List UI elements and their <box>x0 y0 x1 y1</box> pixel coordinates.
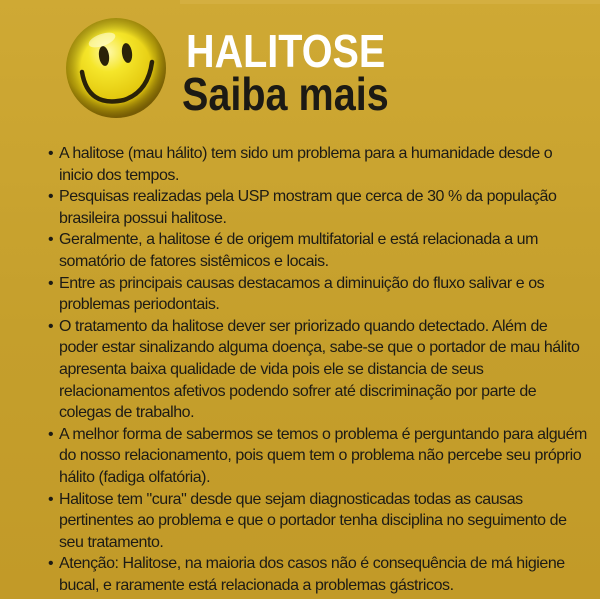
bullet-icon: • <box>48 490 54 508</box>
bullet-icon: • <box>48 425 54 443</box>
bullet-icon: • <box>48 188 54 206</box>
list-item-text: Pesquisas realizadas pela USP mostram que cerca de 30 % da população brasileira possui halitose. <box>59 188 557 227</box>
info-list <box>48 143 588 596</box>
bullet-icon: • <box>48 555 54 573</box>
list-item-text: A melhor forma de sabermos se temos o problema é perguntando para alguém do nosso relacionamento, pois quem tem o problema não percebe seu próprio hálito (fadiga olfatória). <box>59 425 587 486</box>
list-item-text: Entre as principais causas destacamos a diminuição do fluxo salivar e os problemas periodontais. <box>59 274 545 314</box>
list-item <box>48 553 588 596</box>
list-item <box>48 229 588 272</box>
list-item-text: A halitose (mau hálito) tem sido um problema para a humanidade desde o inicio dos tempos. <box>59 145 553 184</box>
bullet-icon: • <box>48 145 54 162</box>
bullet-icon: • <box>48 231 54 249</box>
page-title: HALITOSE <box>186 25 386 77</box>
list-item <box>48 316 588 424</box>
bullet-icon: • <box>48 274 54 292</box>
list-item-text: Halitose tem "cura" desde que sejam diagnosticadas todas as causas pertinentes ao problema e que o portador tenha disciplina no seguimento de seu tratamento. <box>59 490 567 551</box>
smiley-face-icon <box>64 16 168 120</box>
list-item-text: Geralmente, a halitose é de origem multifatorial e está relacionada a um somatório de fatores sistêmicos e locais. <box>59 231 538 270</box>
list-item <box>48 273 588 316</box>
bullet-icon: • <box>48 317 54 335</box>
list-item <box>48 186 588 229</box>
list-item <box>48 143 588 186</box>
page-subtitle: Saiba mais <box>182 68 389 120</box>
list-item-text: Atenção: Halitose, na maioria dos casos não é consequência de má higiene bucal, e raramente está relacionada a problemas gástricos. <box>59 555 565 594</box>
list-item <box>48 424 588 489</box>
list-item <box>48 489 588 554</box>
top-highlight-strip <box>180 0 600 4</box>
list-item-text: O tratamento da halitose dever ser priorizado quando detectado. Além de poder estar sinalizando alguma doença, sabe-se que o portador de mau hálito apresenta baixa qualidade de vida pois ele se distancia de seus relacionamentos afetivos podendo sofrer até discriminação por parte de colegas de trabalho. <box>59 317 580 422</box>
